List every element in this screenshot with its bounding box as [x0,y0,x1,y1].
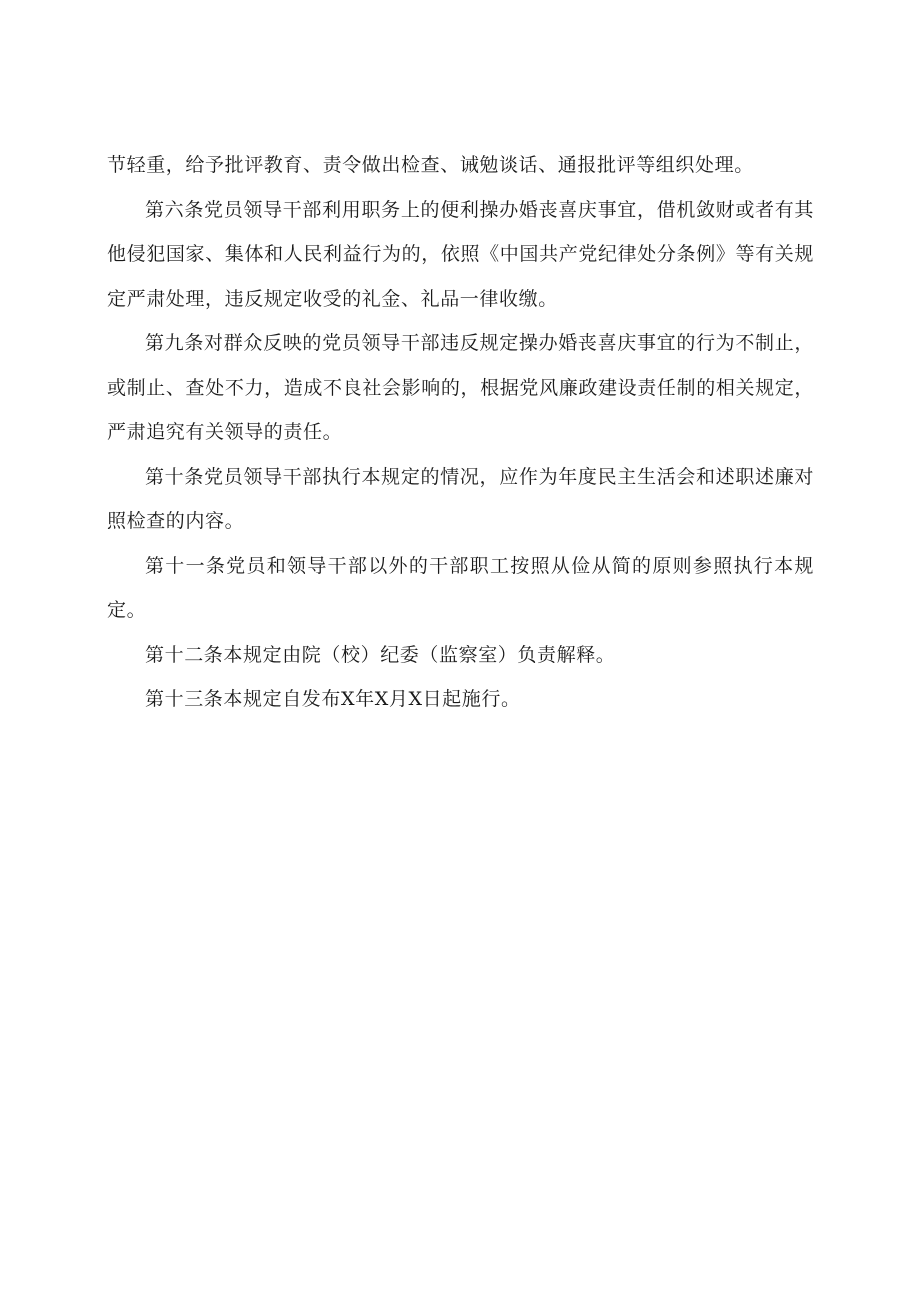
paragraph-article-12: 第十二条本规定由院（校）纪委（监察室）负责解释。 [145,643,616,666]
paragraph-continuation: 节轻重，给予批评教育、责令做出检查、诫勉谈话、通报批评等组织处理。 [107,154,754,176]
paragraph-article-10: 第十条党员领导干部执行本规定的情况，应作为年度民主生活会和述职述廉对照检查的内容。 [107,465,814,532]
paragraph-article-13: 第十三条本规定自发布X年X月X日起施行。 [145,688,521,710]
paragraph-article-11: 第十一条党员和领导干部以外的干部职工按照从俭从简的原则参照执行本规定。 [107,554,814,621]
paragraph-article-9: 第九条对群众反映的党员领导干部违反规定操办婚丧喜庆事宜的行为不制止，或制止、查处不力，造成不良社会影响的，根据党风廉政建设责任制的相关规定，严肃追究有关领导的责任。 [107,332,814,443]
document-body [107,143,814,722]
paragraph-article-6: 第六条党员领导干部利用职务上的便利操办婚丧喜庆事宜，借机敛财或者有其他侵犯国家、集体和人民利益行为的，依照《中国共产党纪律处分条例》等有关规定严肃处理，违反规定收受的礼金、礼品一律收缴。 [107,198,814,310]
